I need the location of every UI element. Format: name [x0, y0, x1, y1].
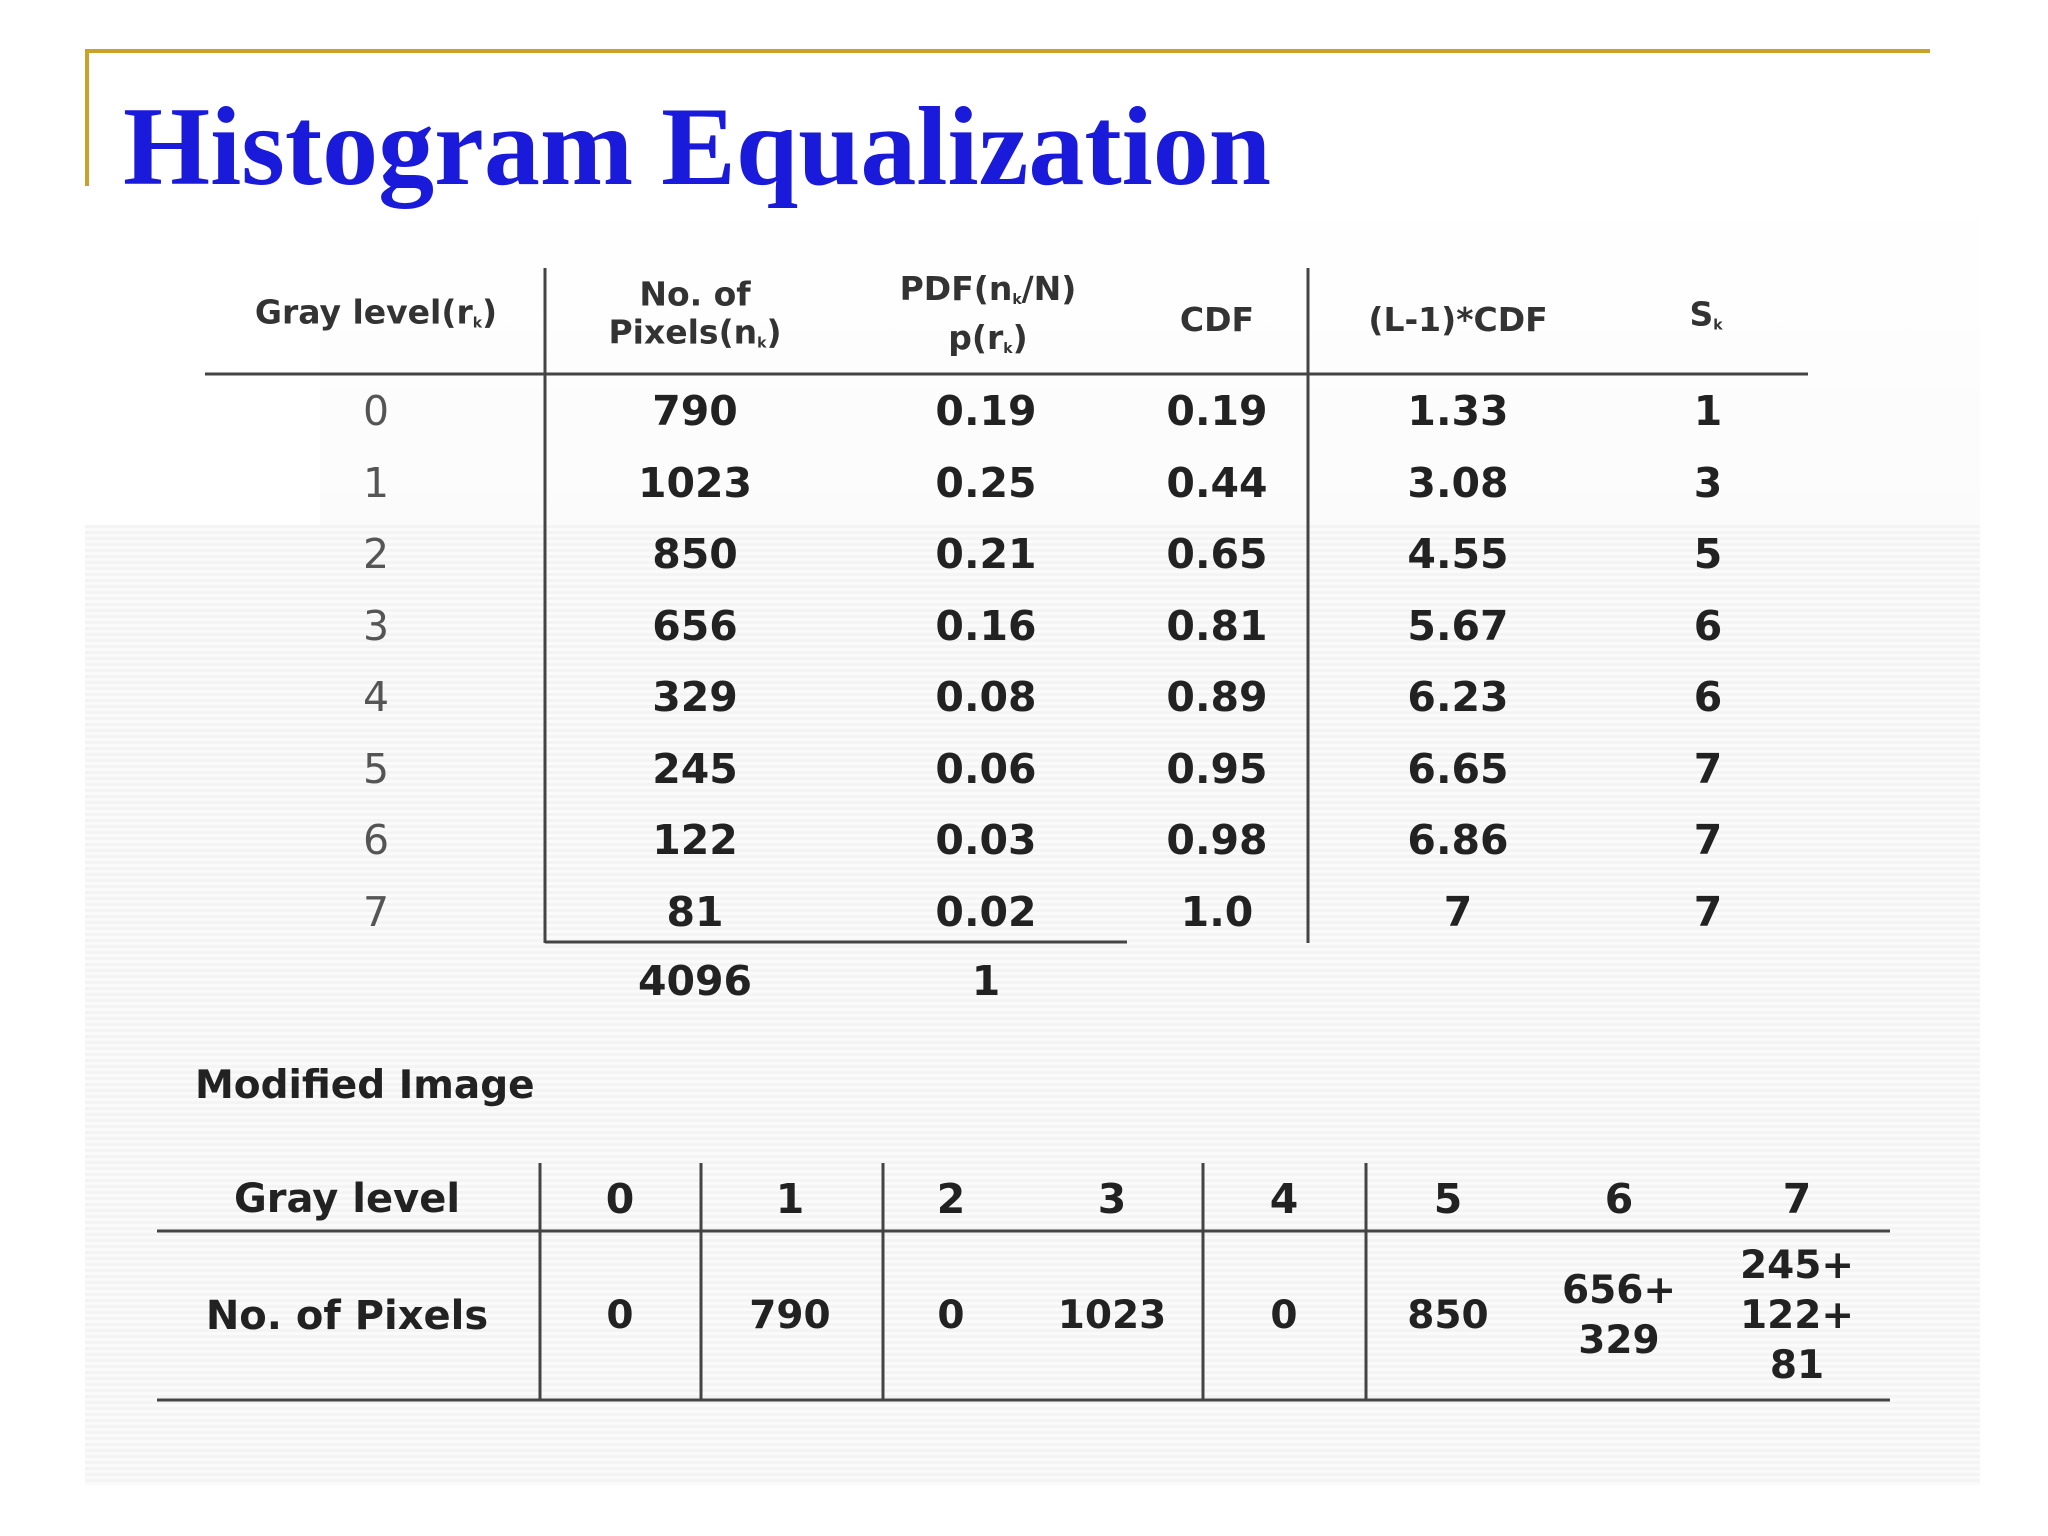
t2-pixel-count-line: 0	[606, 1293, 634, 1338]
t1-cell-s: 7	[1693, 744, 1723, 793]
t2-pixel-count-line: 1023	[1057, 1293, 1167, 1338]
t1-cell-p: 0.02	[935, 887, 1037, 936]
t1-cell-n: 656	[652, 601, 738, 650]
t1-cell-lcdf: 6.23	[1407, 673, 1509, 721]
t2-gray-level-cell: 0	[605, 1175, 635, 1223]
t1-cell-s: 6	[1693, 601, 1723, 650]
t1-cell-lcdf: 6.86	[1407, 816, 1509, 864]
t1-cell-p: 0.06	[935, 744, 1037, 793]
t1-cell-n: 329	[652, 673, 738, 721]
t2-pixel-count-cell	[937, 1291, 964, 1341]
t1-cell-n: 850	[652, 530, 738, 578]
t1-header-pdf: $PDF(n_k/N)$ $p(r_k)$	[899, 269, 1077, 357]
t1-cell-cdf: 1.0	[1180, 887, 1254, 936]
t2-pixel-count-cell	[1270, 1291, 1297, 1341]
t1-cell-r: 0	[362, 387, 390, 435]
t2-pixel-count-cell	[1740, 1241, 1854, 1391]
t1-cell-lcdf: 6.65	[1407, 744, 1509, 793]
t2-gray-level-cell: 1	[775, 1175, 805, 1223]
t1-cell-cdf: 0.89	[1166, 673, 1268, 721]
t2-pixel-count-cell	[606, 1291, 633, 1341]
t1-header-gray-level: Gray $level(r_k)$	[254, 292, 498, 332]
t2-pixel-count-line: 245+	[1739, 1243, 1855, 1288]
t1-cell-r: 1	[362, 458, 390, 507]
t1-cell-s: 7	[1693, 887, 1723, 936]
t1-cell-s: 3	[1693, 458, 1723, 507]
t1-cell-s: 1	[1693, 387, 1723, 435]
t1-cell-s: 5	[1693, 530, 1723, 578]
t2-row-label-gray-level: Gray level	[233, 1176, 461, 1222]
t1-cell-s: 6	[1693, 673, 1723, 721]
t1-cell-r: 2	[362, 530, 390, 578]
t1-cell-n: 122	[652, 816, 738, 864]
t2-gray-level-cell: 3	[1097, 1175, 1127, 1223]
t1-total-pdf: 1	[971, 957, 1001, 1005]
t2-gray-level-cell: 4	[1269, 1175, 1299, 1223]
t1-header-pixels: No. of $Pixels(n_k)$	[608, 274, 782, 352]
t2-pixel-count-line: 850	[1407, 1293, 1489, 1338]
t1-header-lcdf: (L-1)*CDF	[1368, 300, 1548, 339]
t1-cell-cdf: 0.19	[1166, 387, 1268, 435]
t1-cell-n: 245	[652, 744, 738, 793]
t1-cell-r: 5	[362, 744, 390, 793]
t1-cell-n: 81	[666, 887, 724, 936]
t1-cell-r: 6	[362, 816, 390, 864]
t2-pixel-count-cell	[1562, 1266, 1676, 1366]
t1-cell-r: 3	[362, 601, 390, 650]
t1-header-cdf: CDF	[1179, 300, 1255, 339]
t2-pixel-count-line: 329	[1578, 1318, 1660, 1363]
t1-cell-n: 1023	[637, 458, 753, 507]
t1-cell-lcdf: 4.55	[1407, 530, 1509, 578]
t1-cell-cdf: 0.95	[1166, 744, 1268, 793]
t2-gray-level-cell: 6	[1604, 1175, 1634, 1223]
t1-cell-s: 7	[1693, 816, 1723, 864]
modified-image-title: Modified Image	[195, 1063, 535, 1108]
t2-gray-level-cell: 2	[936, 1175, 966, 1223]
t1-cell-p: 0.21	[935, 530, 1037, 578]
t2-pixel-count-cell	[1058, 1291, 1167, 1341]
t2-pixel-count-line: 0	[937, 1293, 965, 1338]
t1-cell-p: 0.16	[935, 601, 1037, 650]
t1-cell-p: 0.19	[935, 387, 1037, 435]
t2-pixel-count-line: 790	[749, 1293, 831, 1338]
t2-pixel-count-cell	[1407, 1291, 1488, 1341]
t1-cell-cdf: 0.98	[1166, 816, 1268, 864]
t1-cell-lcdf: 3.08	[1407, 458, 1509, 507]
t2-row-label-pixels: No. of Pixels	[205, 1293, 489, 1339]
t1-cell-r: 7	[362, 887, 390, 936]
t2-gray-level-cell: 5	[1433, 1175, 1463, 1223]
t2-pixel-count-line: 656+	[1561, 1268, 1677, 1313]
t1-cell-p: 0.25	[935, 458, 1037, 507]
t1-cell-cdf: 0.81	[1166, 601, 1268, 650]
t2-pixel-count-cell	[749, 1291, 830, 1341]
t1-cell-cdf: 0.44	[1166, 458, 1268, 507]
t1-cell-lcdf: 1.33	[1407, 387, 1509, 435]
t1-cell-p: 0.08	[935, 673, 1037, 721]
t2-gray-level-cell: 7	[1782, 1175, 1812, 1223]
t2-pixel-count-line: 0	[1270, 1293, 1298, 1338]
t1-cell-lcdf: 7	[1443, 887, 1473, 936]
t1-cell-n: 790	[652, 387, 738, 435]
t1-cell-p: 0.03	[935, 816, 1037, 864]
slide-title: Histogram Equalization	[123, 85, 1272, 209]
t1-cell-r: 4	[362, 673, 390, 721]
t1-total-pixels: 4096	[637, 957, 753, 1005]
t2-pixel-count-line: 122+	[1739, 1293, 1855, 1338]
t1-cell-lcdf: 5.67	[1407, 601, 1509, 650]
t2-pixel-count-line: 81	[1769, 1343, 1825, 1388]
t1-cell-cdf: 0.65	[1166, 530, 1268, 578]
t1-header-sk: $S_k$	[1689, 294, 1723, 334]
